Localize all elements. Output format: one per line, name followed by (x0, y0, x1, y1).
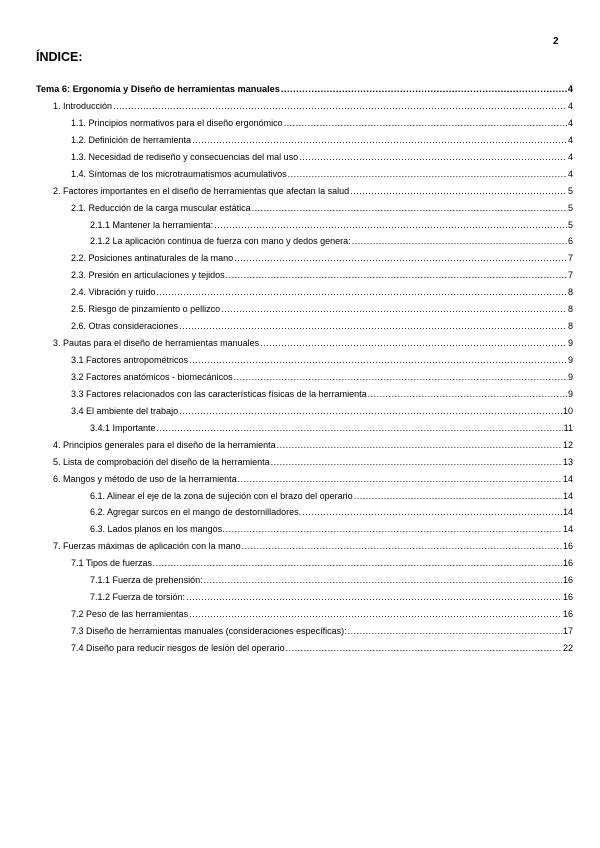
toc-entry-page: 14 (562, 524, 573, 535)
toc-entry[interactable] (36, 270, 573, 287)
toc-entry[interactable] (36, 169, 573, 186)
toc-entry-label: 5. Lista de comprobación del diseño de la herramienta (53, 456, 270, 467)
toc-dot-leader (221, 304, 567, 314)
toc-dot-leader (204, 575, 562, 585)
toc-entry[interactable] (36, 609, 573, 626)
toc-dot-leader (189, 355, 567, 365)
toc-entry[interactable] (36, 101, 573, 118)
toc-entry-label: 3.4.1 Importante (90, 422, 156, 433)
toc-entry-label: 3.1 Factores antropométricos (71, 355, 189, 365)
toc-entry[interactable] (36, 372, 573, 389)
toc-dot-leader (189, 609, 562, 619)
toc-dot-leader (156, 287, 567, 297)
toc-dot-leader (299, 152, 567, 162)
toc-entry-label: 6.1. Alinear el eje de la zona de sujeción con el brazo del operario (90, 490, 353, 501)
toc-entry[interactable] (36, 304, 573, 321)
page-number: 2 (553, 36, 559, 47)
toc-entry[interactable] (36, 118, 573, 135)
toc-entry[interactable] (36, 236, 573, 253)
toc-dot-leader (242, 541, 562, 551)
toc-entry-label: 2.2. Posiciones antinaturales de la mano (71, 253, 234, 264)
toc-entry-label: 2. Factores importantes en el diseño de herramientas que afectan la salud (53, 185, 350, 196)
toc-entry[interactable] (36, 389, 573, 406)
toc-entry[interactable] (36, 474, 573, 491)
toc-entry-label: 2.1.2 La aplicación continua de fuerza con mano y dedos genera: (90, 236, 351, 247)
toc-dot-leader (286, 643, 562, 653)
toc-dot-leader (288, 169, 567, 179)
toc-entry-label: 2.6. Otras consideraciones (71, 321, 179, 332)
toc-dot-leader (277, 440, 562, 450)
toc-entry-label: 1.3. Necesidad de rediseño y consecuencias del mal uso (71, 151, 299, 162)
toc-dot-leader (281, 84, 567, 94)
toc-entry-page: 9 (567, 388, 573, 399)
toc-entry[interactable] (36, 643, 573, 660)
toc-entry-label: 6.3. Lados planos en los mangos. (90, 524, 225, 535)
toc-entry-label: 2.3. Presión en articulaciones y tejidos (71, 270, 225, 281)
toc-entry-label: 7.2 Peso de las herramientas (71, 609, 189, 620)
toc-dot-leader (348, 626, 562, 636)
table-of-contents (36, 84, 573, 660)
toc-dot-leader (179, 321, 567, 331)
toc-entry-label: 1.2. Definición de herramienta (71, 134, 192, 145)
toc-entry-label: 3.3 Factores relacionados con las características físicas de la herramienta (71, 388, 367, 399)
toc-entry-label: 7.1.2 Fuerza de torsión: (90, 592, 186, 603)
toc-entry-page: 7 (567, 270, 573, 281)
toc-entry[interactable] (36, 203, 573, 220)
toc-entry-page: 4 (567, 84, 573, 94)
toc-entry[interactable] (36, 135, 573, 152)
toc-entry-label: 3.2 Factores anatómicos - biomecánicos (71, 371, 233, 382)
toc-entry-label: 7.3 Diseño de herramientas manuales (consideraciones específicas): (71, 626, 347, 636)
toc-entry[interactable] (36, 253, 573, 270)
toc-entry-page: 16 (562, 592, 573, 603)
toc-entry-page: 16 (562, 558, 573, 569)
toc-dot-leader (156, 558, 562, 568)
toc-dot-leader (271, 457, 562, 467)
toc-entry-label: 4. Principios generales para el diseño de la herramienta (53, 439, 276, 450)
toc-dot-leader (234, 253, 567, 263)
toc-entry-label: 7.4 Diseño para reducir riesgos de lesión del operario (71, 642, 285, 653)
toc-entry-page: 5 (567, 202, 573, 213)
toc-entry[interactable] (36, 186, 573, 203)
toc-dot-leader (238, 474, 562, 484)
toc-entry-page: 4 (567, 100, 573, 111)
toc-entry[interactable] (36, 558, 573, 575)
toc-dot-leader (260, 338, 567, 348)
toc-entry-label: 2.5. Riesgo de pinzamiento o pellizco (71, 304, 221, 315)
toc-entry-page: 4 (567, 151, 573, 162)
toc-entry[interactable] (36, 440, 573, 457)
toc-entry-page: 4 (567, 168, 573, 179)
toc-entry-label: 6.2. Agregar surcos en el mango de destornilladores. (90, 507, 302, 518)
toc-entry[interactable] (36, 626, 573, 643)
toc-entry-label: 1.1. Principios normativos para el diseño ergonómico (71, 117, 283, 128)
toc-entry[interactable] (36, 338, 573, 355)
toc-dot-leader (234, 372, 567, 382)
toc-entry[interactable] (36, 321, 573, 338)
toc-dot-leader (302, 507, 562, 517)
toc-dot-leader (186, 592, 562, 602)
toc-entry-page: 17 (562, 626, 573, 636)
toc-entry-page: 9 (567, 355, 573, 365)
toc-entry-label: 7.1.1 Fuerza de prehensión: (90, 575, 203, 586)
toc-entry-label: 2.4. Vibración y ruido (71, 287, 156, 298)
toc-entry[interactable] (36, 84, 573, 101)
toc-entry[interactable] (36, 541, 573, 558)
toc-dot-leader (226, 270, 567, 280)
toc-dot-leader (214, 220, 567, 230)
toc-dot-leader (157, 423, 563, 433)
toc-dot-leader (113, 101, 567, 111)
toc-entry[interactable] (36, 423, 573, 440)
toc-dot-leader (226, 524, 562, 534)
toc-entry-label: 2.1. Reducción de la carga muscular estática (71, 202, 251, 213)
toc-entry-label: Tema 6: Ergonomía y Diseño de herramientas manuales (36, 84, 280, 94)
toc-dot-leader (354, 491, 562, 501)
toc-entry-page: 4 (567, 117, 573, 128)
toc-entry-page: 8 (567, 304, 573, 315)
toc-entry[interactable] (36, 491, 573, 508)
toc-dot-leader (284, 118, 567, 128)
toc-entry-page: 8 (567, 321, 573, 332)
toc-entry-page: 14 (562, 507, 573, 518)
toc-entry-page: 16 (562, 575, 573, 586)
toc-entry-label: 3. Pautas para el diseño de herramientas manuales (53, 338, 260, 349)
toc-entry-page: 16 (562, 541, 573, 552)
toc-entry-page: 7 (567, 253, 573, 264)
toc-entry-label: 1.4. Síntomas de los microtraumatismos acumulativos (71, 168, 287, 179)
toc-entry[interactable] (36, 457, 573, 474)
toc-entry[interactable] (36, 524, 573, 541)
toc-entry-label: 3.4 El ambiente del trabajo (71, 405, 179, 416)
toc-dot-leader (368, 389, 567, 399)
toc-entry[interactable] (36, 507, 573, 524)
toc-dot-leader (192, 135, 567, 145)
toc-entry[interactable] (36, 406, 573, 423)
toc-entry[interactable] (36, 355, 573, 372)
toc-entry-page: 6 (567, 236, 573, 247)
toc-entry[interactable] (36, 592, 573, 609)
toc-entry-page: 14 (562, 490, 573, 501)
toc-entry-page: 16 (562, 609, 573, 620)
toc-entry[interactable] (36, 152, 573, 169)
toc-entry-page: 8 (567, 287, 573, 298)
toc-entry[interactable] (36, 575, 573, 592)
toc-entry-label: 6. Mangos y método de uso de la herramienta (53, 473, 237, 484)
toc-entry-label: 7.1 Tipos de fuerzas. (71, 558, 155, 569)
toc-entry-page: 12 (562, 439, 573, 450)
toc-entry-label: 1. Introducción (53, 100, 113, 111)
toc-entry-page: 4 (567, 134, 573, 145)
toc-entry-page: 11 (563, 422, 573, 433)
toc-entry-page: 9 (567, 371, 573, 382)
toc-entry[interactable] (36, 287, 573, 304)
toc-entry[interactable] (36, 220, 573, 237)
toc-entry-label: 2.1.1 Mantener la herramienta: (90, 219, 214, 230)
index-title: ÍNDICE: (36, 50, 83, 64)
toc-dot-leader (252, 203, 567, 213)
toc-dot-leader (352, 236, 567, 246)
toc-entry-page: 13 (562, 456, 573, 467)
toc-entry-page: 5 (567, 185, 573, 196)
toc-entry-page: 5 (567, 219, 573, 230)
toc-entry-page: 14 (562, 473, 573, 484)
toc-dot-leader (350, 186, 567, 196)
toc-entry-page: 10 (562, 405, 573, 416)
toc-entry-page: 9 (567, 338, 573, 349)
toc-entry-label: 7. Fuerzas máximas de aplicación con la mano (53, 541, 241, 552)
toc-entry-page: 22 (562, 642, 573, 653)
toc-dot-leader (179, 406, 562, 416)
